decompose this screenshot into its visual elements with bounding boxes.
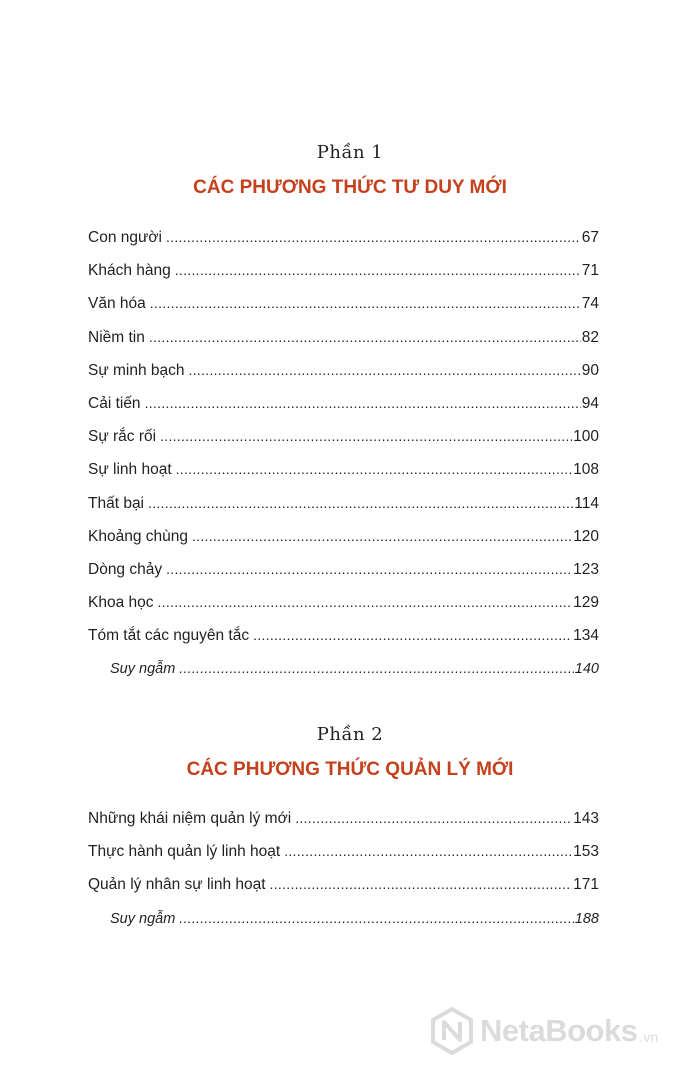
netabooks-logo-icon	[430, 1007, 474, 1055]
toc-entry-title: Sự minh bạch	[88, 361, 185, 379]
toc-entry-page: 100	[573, 428, 599, 446]
toc-entry-page: 90	[581, 361, 599, 379]
dot-leader	[166, 224, 581, 251]
dot-leader	[150, 290, 581, 317]
part-1-section	[0, 140, 700, 678]
toc-entry-title: Suy ngẫm	[110, 661, 176, 678]
toc-entry[interactable]	[88, 324, 599, 357]
dot-leader	[145, 390, 581, 417]
toc-entry-title: Sự rắc rối	[88, 428, 157, 446]
toc-entry-title: Cải tiến	[88, 394, 141, 412]
toc-entry[interactable]	[88, 589, 599, 622]
toc-entry[interactable]	[88, 523, 599, 556]
toc-entry-title: Quản lý nhân sự linh hoạt	[88, 876, 266, 894]
toc-entry-reflection[interactable]	[88, 905, 599, 938]
toc-entry-page: 188	[574, 910, 599, 927]
toc-entry-page: 140	[574, 661, 599, 678]
dot-leader	[284, 838, 572, 865]
toc-entry-page: 67	[581, 229, 599, 246]
part-2-section	[0, 722, 700, 927]
toc-entry[interactable]	[88, 290, 599, 323]
toc-entry[interactable]	[88, 357, 599, 390]
toc-entry[interactable]	[88, 423, 599, 456]
part-title: CÁC PHƯƠNG THỨC QUẢN LÝ MỚI	[186, 759, 514, 780]
toc-list	[88, 805, 599, 938]
toc-entry[interactable]	[88, 456, 599, 489]
toc-entry-page: 71	[581, 262, 599, 280]
toc-entry[interactable]	[88, 390, 599, 423]
toc-entry[interactable]	[88, 257, 599, 290]
toc-entry-page: 153	[573, 843, 599, 861]
toc-entry-title: Những khái niệm quản lý mới	[88, 810, 292, 827]
part-label: Phần 2	[316, 724, 384, 745]
dot-leader	[295, 805, 572, 832]
dot-leader	[179, 905, 574, 932]
part-title: CÁC PHƯƠNG THỨC TƯ DUY MỚI	[193, 177, 507, 198]
brand-watermark	[430, 1005, 700, 1057]
dot-leader	[148, 490, 573, 517]
toc-entry[interactable]	[88, 871, 599, 904]
dot-leader	[179, 655, 574, 682]
toc-entry-title: Thực hành quản lý linh hoạt	[88, 843, 281, 861]
dot-leader	[166, 556, 572, 583]
toc-entry-title: Suy ngẫm	[110, 910, 176, 927]
toc-entry-title: Khoa học	[88, 594, 154, 612]
toc-entry-title: Khoảng chùng	[88, 527, 188, 545]
toc-entry-reflection[interactable]	[88, 655, 599, 688]
toc-entry-page: 94	[581, 394, 599, 412]
toc-entry-title: Văn hóa	[88, 295, 146, 313]
dot-leader	[253, 622, 572, 649]
dot-leader	[158, 589, 573, 616]
toc-entry-page: 129	[573, 594, 599, 612]
dot-leader	[192, 523, 572, 550]
toc-entry[interactable]	[88, 838, 599, 871]
toc-list	[88, 224, 599, 689]
toc-entry[interactable]	[88, 622, 599, 655]
watermark-suffix: .vn	[639, 1029, 659, 1045]
toc-entry-title: Thất bại	[88, 494, 145, 512]
toc-entry-page: 123	[573, 560, 599, 578]
dot-leader	[175, 257, 581, 284]
toc-entry-page: 143	[573, 810, 599, 827]
toc-entry-page: 134	[573, 627, 599, 645]
toc-entry-page: 74	[581, 295, 599, 313]
toc-entry-title: Tóm tắt các nguyên tắc	[88, 627, 250, 645]
dot-leader	[149, 324, 581, 351]
toc-entry-page: 171	[573, 876, 599, 894]
dot-leader	[270, 871, 573, 898]
toc-entry[interactable]	[88, 805, 599, 838]
toc-entry-page: 120	[573, 527, 599, 545]
toc-entry-page: 82	[581, 328, 599, 346]
toc-entry[interactable]	[88, 224, 599, 257]
toc-entry[interactable]	[88, 556, 599, 589]
dot-leader	[176, 456, 573, 483]
toc-entry-page: 108	[573, 461, 599, 479]
toc-entry-title: Khách hàng	[88, 262, 171, 280]
toc-entry[interactable]	[88, 490, 599, 523]
toc-entry-title: Niềm tin	[88, 328, 145, 346]
toc-entry-page: 114	[574, 494, 599, 512]
part-label: Phần 1	[316, 142, 384, 163]
toc-entry-title: Dòng chảy	[88, 560, 163, 578]
dot-leader	[189, 357, 581, 384]
toc-entry-title: Sự linh hoạt	[88, 461, 172, 479]
toc-entry-title: Con người	[88, 229, 162, 246]
watermark-brand: NetaBooks	[480, 1013, 638, 1048]
dot-leader	[160, 423, 572, 450]
